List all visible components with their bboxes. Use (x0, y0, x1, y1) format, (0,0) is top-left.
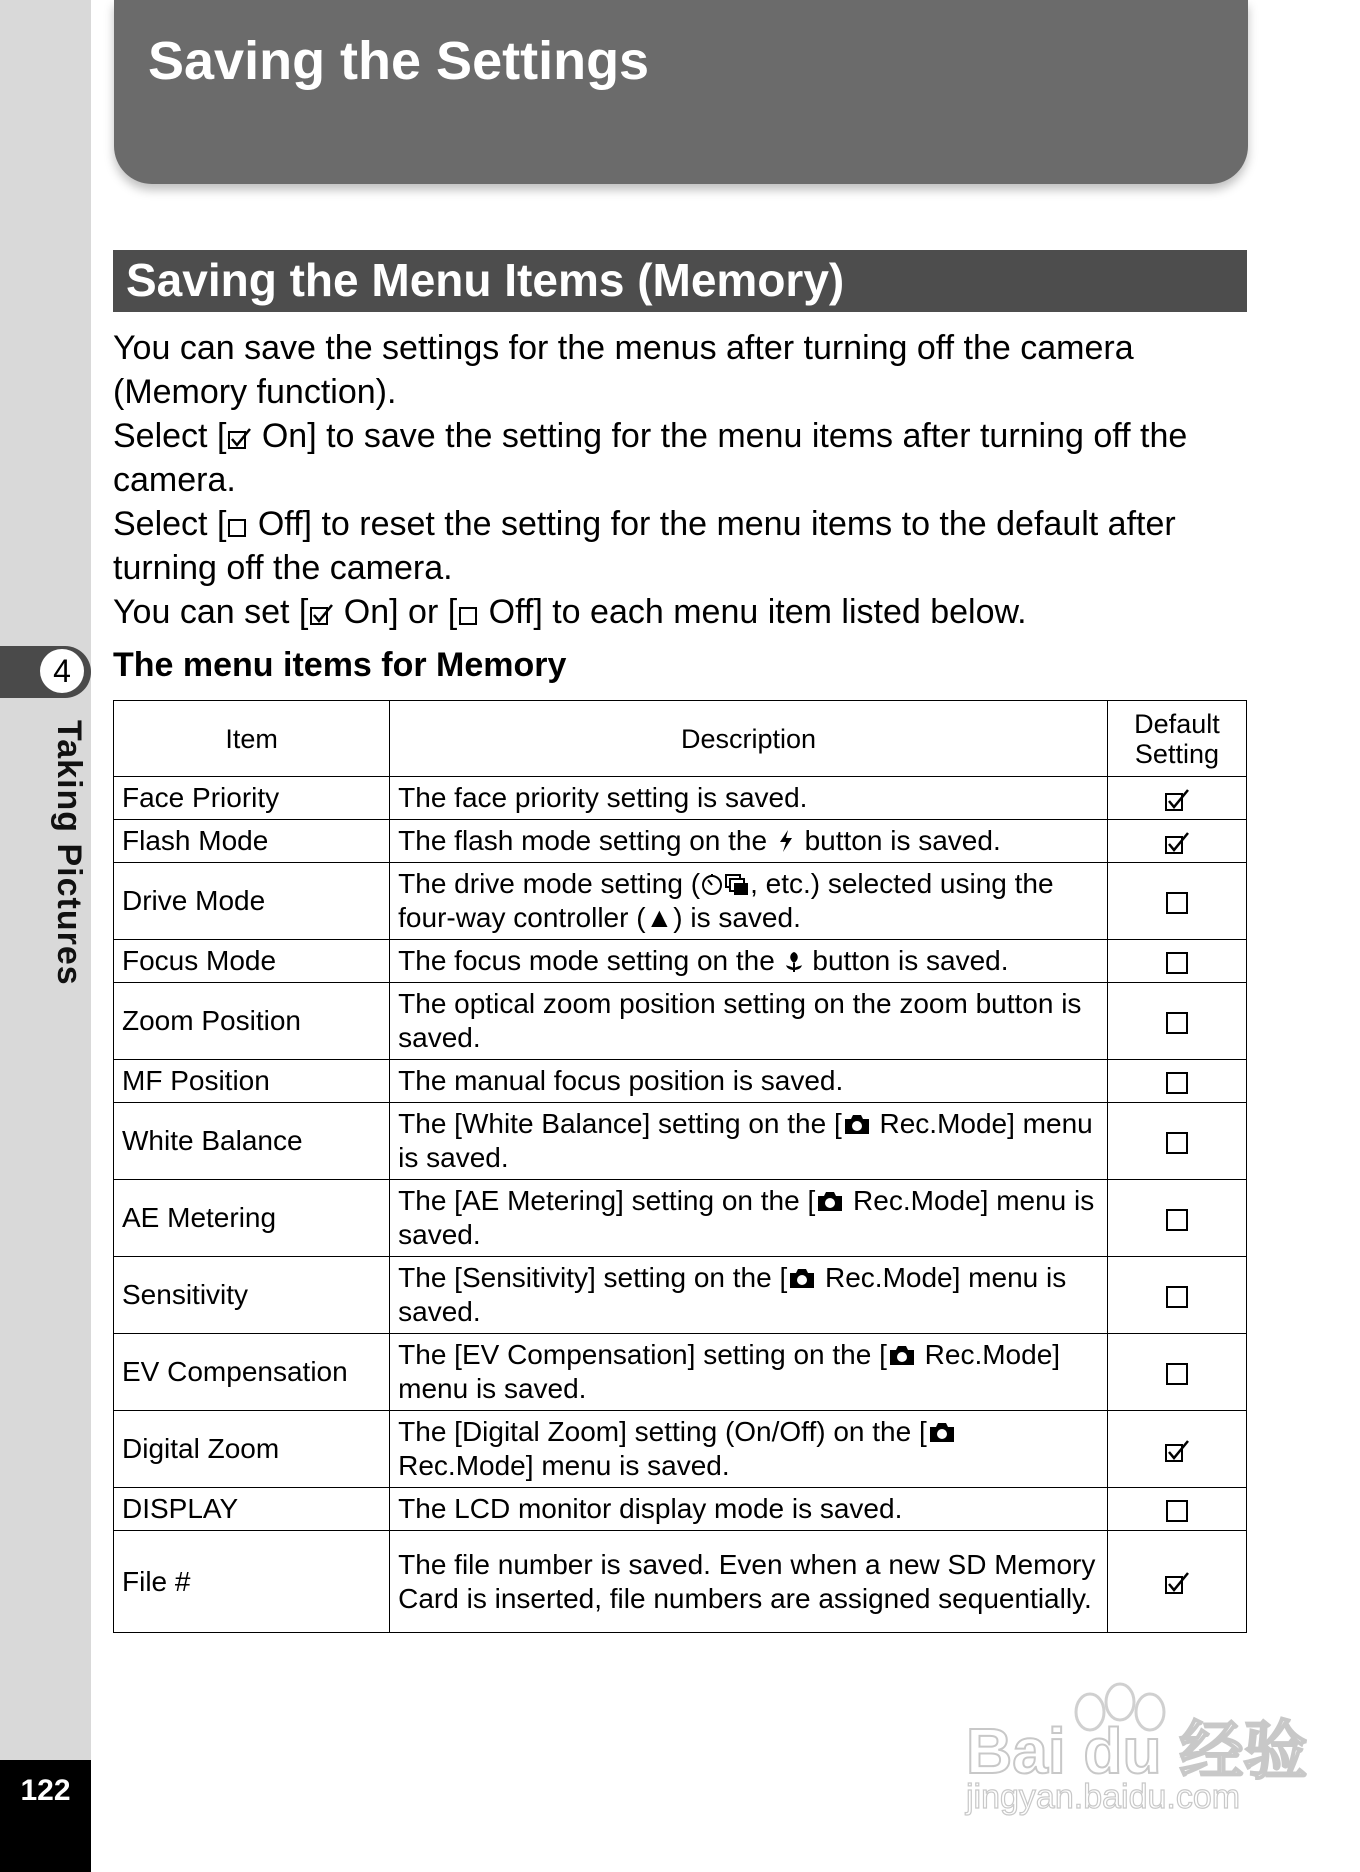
camera-icon (887, 1342, 917, 1368)
table-row (114, 863, 1247, 940)
table-row (114, 1411, 1247, 1488)
description-cell: The optical zoom position setting on the zoom button is saved. (390, 983, 1108, 1060)
intro-paragraph-1: You can save the settings for the menus after turning off the camera (Memory function). (113, 329, 1134, 411)
description-cell: The face priority setting is saved. (390, 777, 1108, 820)
default-cell (1107, 1257, 1246, 1334)
checkbox-checked-icon (1163, 787, 1191, 813)
default-cell (1107, 1334, 1246, 1411)
checkbox-checked-icon (308, 601, 334, 627)
description-cell: The file number is saved. Even when a new SD Memory Card is inserted, file numbers are assigned sequentially. (390, 1531, 1108, 1633)
header-description: Description (390, 701, 1108, 777)
description-cell: The manual focus position is saved. (390, 1060, 1108, 1103)
continuous-shooting-icon (724, 871, 750, 897)
item-cell: Drive Mode (114, 863, 390, 940)
camera-icon (842, 1111, 872, 1137)
table-header-row (114, 701, 1247, 777)
default-cell (1107, 983, 1246, 1060)
checkbox-empty-icon (1166, 952, 1188, 974)
table-heading: The menu items for Memory (113, 646, 567, 684)
page-header (114, 0, 1248, 184)
item-cell: AE Metering (114, 1180, 390, 1257)
default-cell (1107, 1531, 1246, 1633)
chapter-title: Taking Pictures (50, 720, 88, 986)
item-cell: Focus Mode (114, 940, 390, 983)
checkbox-empty-icon (1166, 1500, 1188, 1522)
self-timer-icon (700, 871, 724, 897)
table-row (114, 1257, 1247, 1334)
description-cell: The [AE Metering] setting on the [ Rec.Mode] menu is saved. (390, 1180, 1108, 1257)
table-row (114, 1531, 1247, 1633)
default-cell (1107, 863, 1246, 940)
checkbox-empty-icon (1166, 1012, 1188, 1034)
item-cell: White Balance (114, 1103, 390, 1180)
camera-icon (927, 1419, 957, 1445)
description-cell: The flash mode setting on the button is saved. (390, 820, 1108, 863)
table-row (114, 1334, 1247, 1411)
item-cell: Digital Zoom (114, 1411, 390, 1488)
chapter-number: 4 (40, 649, 84, 693)
table-row (114, 820, 1247, 863)
checkbox-empty-icon (226, 513, 248, 539)
intro-paragraph-4: You can set [ On] or [ Off] to each menu item listed below. (113, 593, 1027, 631)
default-cell (1107, 940, 1246, 983)
checkbox-empty-icon (1166, 1286, 1188, 1308)
checkbox-empty-icon (1166, 1132, 1188, 1154)
table-row (114, 777, 1247, 820)
checkbox-empty-icon (1166, 892, 1188, 914)
section-title: Saving the Menu Items (Memory) (126, 254, 845, 306)
default-cell (1107, 1060, 1246, 1103)
description-cell: The [Digital Zoom] setting (On/Off) on the [ Rec.Mode] menu is saved. (390, 1411, 1108, 1488)
default-cell (1107, 1488, 1246, 1531)
watermark-url: jingyan.baidu.com (966, 1778, 1241, 1816)
table-row (114, 940, 1247, 983)
intro-paragraph-3: Select [ Off] to reset the setting for the menu items to the default after turning off the camera. (113, 505, 1176, 587)
camera-icon (787, 1265, 817, 1291)
description-cell: The drive mode setting ( , etc.) selected using the four-way controller (▲) is saved. (390, 863, 1108, 940)
item-cell: Zoom Position (114, 983, 390, 1060)
description-cell: The LCD monitor display mode is saved. (390, 1488, 1108, 1531)
intro-text (113, 326, 1253, 634)
default-cell (1107, 1180, 1246, 1257)
checkbox-checked-icon (226, 425, 252, 451)
table-row (114, 983, 1247, 1060)
table-row (114, 1060, 1247, 1103)
header-item: Item (114, 701, 390, 777)
watermark-logo: Bai du 经验 (966, 1715, 1308, 1787)
item-cell: MF Position (114, 1060, 390, 1103)
checkbox-empty-icon (457, 601, 479, 627)
default-cell (1107, 820, 1246, 863)
description-cell: The [Sensitivity] setting on the [ Rec.Mode] menu is saved. (390, 1257, 1108, 1334)
memory-items-table (113, 700, 1247, 1633)
default-cell (1107, 777, 1246, 820)
description-cell: The [White Balance] setting on the [ Rec.Mode] menu is saved. (390, 1103, 1108, 1180)
checkbox-empty-icon (1166, 1209, 1188, 1231)
item-cell: Flash Mode (114, 820, 390, 863)
description-cell: The focus mode setting on the button is saved. (390, 940, 1108, 983)
checkbox-checked-icon (1163, 830, 1191, 856)
item-cell: DISPLAY (114, 1488, 390, 1531)
item-cell: Face Priority (114, 777, 390, 820)
item-cell: Sensitivity (114, 1257, 390, 1334)
camera-icon (815, 1188, 845, 1214)
item-cell: File # (114, 1531, 390, 1633)
table-row (114, 1180, 1247, 1257)
default-cell (1107, 1103, 1246, 1180)
table-row (114, 1488, 1247, 1531)
item-cell: EV Compensation (114, 1334, 390, 1411)
flash-icon (775, 828, 797, 854)
intro-paragraph-2: Select [ On] to save the setting for the menu items after turning off the camera. (113, 417, 1188, 499)
default-cell (1107, 1411, 1246, 1488)
checkbox-checked-icon (1163, 1570, 1191, 1596)
checkbox-empty-icon (1166, 1072, 1188, 1094)
checkbox-checked-icon (1163, 1438, 1191, 1464)
page-number: 122 (20, 1774, 71, 1807)
table-row (114, 1103, 1247, 1180)
macro-flower-icon (783, 948, 805, 974)
checkbox-empty-icon (1166, 1363, 1188, 1385)
page-title: Saving the Settings (148, 31, 650, 91)
header-default-setting: Default Setting (1107, 701, 1246, 777)
description-cell: The [EV Compensation] setting on the [ Rec.Mode] menu is saved. (390, 1334, 1108, 1411)
